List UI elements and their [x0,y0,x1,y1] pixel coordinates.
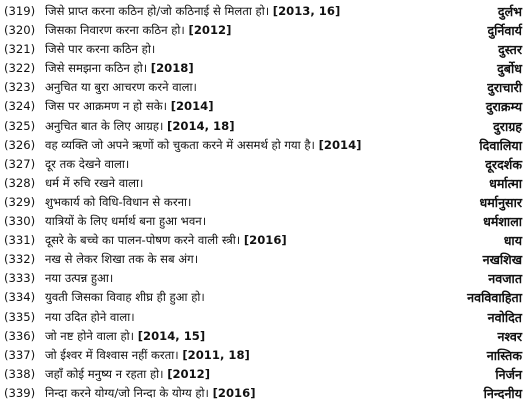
item-answer-word: नवविवाहिता [467,290,522,306]
definition-text: अनुचित बात के लिए आग्रह। [45,118,164,133]
item-answer-word: नखशिख [482,252,522,268]
item-number: (330) [4,214,36,229]
item-answer-word: नश्वर [497,328,522,344]
item-number: (333) [4,271,36,286]
item-definition [45,346,250,365]
item-definition [45,40,155,59]
list-item [0,269,530,288]
item-number: (332) [4,252,36,267]
definition-text: धर्म में रुचि रखने वाला। [45,175,144,190]
exam-years: [2016] [212,385,256,400]
item-definition [45,365,210,384]
item-number: (323) [4,80,36,95]
list-item [0,288,530,307]
list-item [0,250,530,269]
item-definition [45,212,206,231]
item-definition [45,97,214,116]
item-answer-word: दुराचारी [487,80,522,96]
list-item [0,231,530,250]
item-definition [45,21,231,40]
item-number: (321) [4,42,36,57]
definition-text: दूर तक देखने वाला। [45,156,130,171]
item-definition [45,174,143,193]
item-answer-word: धर्मानुसार [479,194,522,210]
list-item [0,327,530,346]
item-definition [45,155,129,174]
item-answer-word: निन्दनीय [483,385,522,401]
list-item [0,384,530,403]
definition-text: जिसे पार करना कठिन हो। [45,42,156,57]
item-definition [45,327,205,346]
definition-text: वह व्यक्ति जो अपने ऋणों को चुकता करने में असमर्थ हो गया है। [45,137,315,152]
item-definition [45,193,191,212]
definition-text: युवती जिसका विवाह शीघ्र ही हुआ हो। [45,290,205,305]
item-number: (324) [4,99,36,114]
item-definition [45,136,361,155]
list-item [0,212,530,231]
exam-years: [2018] [150,61,194,76]
definition-text: जिसे प्राप्त करना कठिन हो/जो कठिनाई से मिलता हो। [45,4,270,18]
exam-years: [2014] [318,137,362,152]
item-answer-word: दुराक्रम्य [485,99,522,115]
definition-text: नया उदित होने वाला। [45,309,135,324]
item-definition [45,2,340,21]
item-answer-word: निर्जन [495,366,522,382]
item-answer-word: धर्मशाला [483,214,522,230]
item-answer-word: धर्मात्मा [489,175,522,191]
item-number: (335) [4,309,36,324]
exam-years: [2012] [167,366,211,381]
item-number: (326) [4,137,36,152]
list-item [0,346,530,365]
list-item [0,2,530,21]
item-number: (338) [4,366,36,381]
list-item [0,97,530,116]
list-item [0,155,530,174]
item-definition [45,384,256,403]
item-answer-word: दुर्निवार्य [487,23,522,39]
definition-text: जिसका निवारण करना कठिन हो। [45,23,185,38]
exam-years: [2014] [170,99,214,114]
definition-text: यात्रियों के लिए धर्मार्थ बना हुआ भवन। [45,214,207,229]
exam-years: [2014, 18] [167,118,235,133]
word-list [0,2,530,403]
exam-years: [2013, 16] [272,4,341,18]
item-number: (325) [4,118,36,133]
item-answer-word: नास्तिक [486,347,522,363]
item-number: (319) [4,4,36,18]
item-definition [45,250,198,269]
item-number: (322) [4,61,36,76]
item-number: (339) [4,385,36,400]
list-item [0,193,530,212]
item-definition [45,59,194,78]
item-answer-word: नवजात [488,271,522,287]
item-answer-word: दुर्बोध [497,61,522,77]
item-answer-word: धाय [503,233,522,249]
item-answer-word: दुर्लभ [497,4,522,19]
definition-text: जिस पर आक्रमण न हो सके। [45,99,167,114]
list-item [0,78,530,97]
list-item [0,174,530,193]
definition-text: शुभकार्य को विधि-विधान से करना। [45,194,192,209]
item-definition [45,78,197,97]
exam-years: [2014, 15] [137,328,206,343]
list-item [0,308,530,327]
item-answer-word: दुराग्रह [493,118,522,134]
item-answer-word: दिवालिया [479,137,522,153]
exam-years: [2016] [243,233,287,248]
item-answer-word: दुस्तर [498,42,522,58]
item-number: (329) [4,194,36,209]
definition-text: जहाँ कोई मनुष्य न रहता हो। [45,366,164,381]
list-item [0,365,530,384]
definition-text: निन्दा करने योग्य/जो निन्दा के योग्य हो। [45,385,209,400]
definition-text: जो ईश्वर में विश्वास नहीं करता। [45,347,179,362]
item-definition [45,288,205,307]
definition-text: दूसरे के बच्चे का पालन-पोषण करने वाली स्त्री। [45,233,241,248]
item-answer-word: दूरदर्शक [485,156,522,172]
item-definition [45,269,113,288]
definition-text: नख से लेकर शिखा तक के सब अंग। [45,252,199,267]
item-number: (331) [4,233,36,248]
list-item [0,117,530,136]
item-definition [45,231,287,250]
item-number: (334) [4,290,36,305]
list-item [0,59,530,78]
item-number: (337) [4,347,36,362]
item-answer-word: नवोदित [487,309,522,325]
item-number: (336) [4,328,36,343]
item-number: (328) [4,175,36,190]
definition-text: नया उत्पन्न हुआ। [45,271,114,286]
list-item [0,40,530,59]
list-item [0,21,530,40]
item-definition [45,117,235,136]
list-item [0,136,530,155]
item-definition [45,308,135,327]
exam-years: [2012] [188,23,232,38]
exam-years: [2011, 18] [182,347,250,362]
definition-text: जिसे समझना कठिन हो। [45,61,148,76]
item-number: (327) [4,156,36,171]
definition-text: अनुचित या बुरा आचरण करने वाला। [45,80,197,95]
item-number: (320) [4,23,36,38]
definition-text: जो नष्ट होने वाला हो। [45,328,135,343]
